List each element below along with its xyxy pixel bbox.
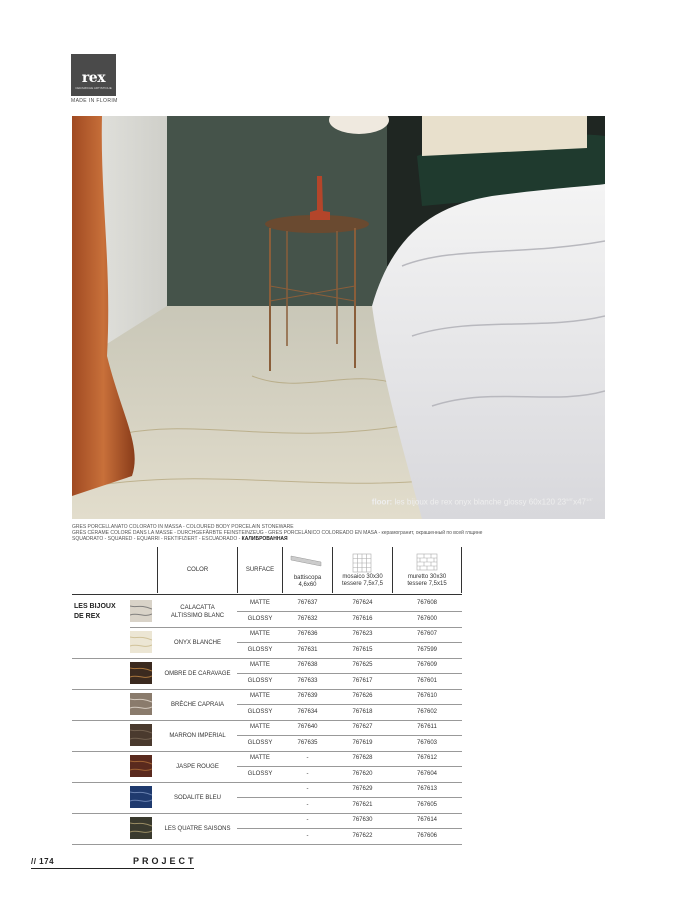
- table-cell-surface: GLOSSY: [247, 616, 273, 622]
- table-cell-b: 767640: [297, 724, 318, 730]
- material-description: [72, 524, 482, 542]
- table-cell-m: 767629: [352, 786, 373, 792]
- table-cell-b: 767639: [297, 693, 318, 699]
- table-cell-u: 767606: [416, 833, 438, 839]
- table-cell-u: 767604: [416, 771, 438, 777]
- table-cell-m: 767616: [352, 616, 373, 622]
- row-rule: [237, 828, 462, 829]
- table-cell-b: -: [306, 755, 309, 761]
- bedroom-illustration: [72, 116, 605, 519]
- table-cell-b: 767633: [297, 678, 318, 684]
- row-rule: [237, 704, 462, 705]
- row-rule: [130, 627, 462, 628]
- header-divider: [157, 547, 158, 593]
- logo-subtitle: CERAMICHE ARTISTICHE: [75, 86, 112, 90]
- row-rule: [72, 689, 462, 690]
- caption-mid: x47: [573, 498, 587, 507]
- table-cell-b: 767637: [297, 600, 318, 606]
- color-name: MARRON IMPERIAL: [169, 732, 226, 739]
- logo-word: rex: [81, 70, 106, 86]
- row-rule: [237, 735, 462, 736]
- table-cell-u: 767610: [416, 693, 438, 699]
- table-cell-surface: MATTE: [250, 755, 270, 761]
- table-cell-b: 767636: [297, 631, 318, 637]
- row-rule: [72, 813, 462, 814]
- color-swatch: [130, 786, 152, 808]
- table-cell-u: 767605: [416, 802, 438, 808]
- description-line-3: [72, 536, 482, 542]
- row-rule: [237, 766, 462, 767]
- table-cell-m: 767624: [352, 600, 373, 606]
- table-cell-b: -: [306, 817, 309, 823]
- color-swatch: [130, 817, 152, 839]
- brand-logo: [71, 54, 116, 96]
- table-cell-b: -: [306, 802, 309, 808]
- table-cell-m: 767617: [352, 678, 373, 684]
- bedroom-photo: [72, 116, 605, 519]
- table-cell-b: 767635: [297, 740, 318, 746]
- table-cell-surface: GLOSSY: [247, 740, 273, 746]
- caption-text: les bijoux de rex onyx blanche glossy 60x120 23: [394, 498, 567, 507]
- series-name: LES BIJOUX DE REX: [74, 603, 116, 620]
- description-line-3-text: SQUADRATO - SQUARED - EQUARRI - REKTIFIZIERT - ESCUADRADO -: [72, 536, 241, 542]
- row-rule: [237, 642, 462, 643]
- table-cell-b: 767638: [297, 662, 318, 668]
- table-cell-b: -: [306, 786, 309, 792]
- table-cell-m: 767626: [352, 693, 373, 699]
- table-cell-b: 767631: [297, 647, 318, 653]
- color-name: SODALITE BLEU: [173, 794, 221, 801]
- color-name: BRÈCHE CAPRAIA: [170, 701, 224, 708]
- table-cell-u: 767600: [416, 616, 438, 622]
- table-cell-surface: GLOSSY: [247, 771, 273, 777]
- table-cell-m: 767627: [352, 724, 373, 730]
- table-cell-surface: GLOSSY: [247, 678, 273, 684]
- table-cell-surface: MATTE: [250, 631, 270, 637]
- table-cell-u: 767599: [416, 647, 438, 653]
- description-line-2: GRÈS CÉRAME COLORÉ DANS LA MASSE - DURCHGEFÄRBTE FEINSTEINZEUG - GRES PORCELÁNICO COLOREADO EN MASA - керамогранит, окрашенный по всей глщине: [72, 530, 483, 536]
- header-mosaico: mosaico 30x30 tessere 7,5x7,5: [341, 574, 384, 587]
- description-line-3-strong: КАЛИБРОВАННАЯ: [241, 536, 288, 542]
- table-cell-u: 767609: [416, 662, 438, 668]
- table-cell-surface: MATTE: [250, 724, 270, 730]
- description-line-1: GRES PORCELLANATO COLORATO IN MASSA - COLOURED BODY PORCELAIN STONEWARE: [72, 524, 294, 530]
- color-name: LES QUATRE SAISONS: [164, 825, 231, 832]
- table-cell-u: 767602: [416, 709, 438, 715]
- row-rule: [237, 797, 462, 798]
- table-cell-m: 767623: [352, 631, 373, 637]
- row-rule: [237, 673, 462, 674]
- caption-sup-2: 1/4": [586, 497, 593, 503]
- color-swatch: [130, 693, 152, 715]
- table-cell-m: 767615: [352, 647, 373, 653]
- header-bottom-rule: [72, 594, 462, 595]
- table-cell-u: 767613: [416, 786, 438, 792]
- made-in-label: MADE IN FLORIM: [71, 98, 118, 104]
- color-swatch: [130, 600, 152, 622]
- table-cell-m: 767620: [352, 771, 373, 777]
- table-cell-surface: GLOSSY: [247, 647, 273, 653]
- color-swatch: [130, 631, 152, 653]
- header-battiscopa: battiscopa 4,6x60: [293, 575, 322, 588]
- table-cell-u: 767601: [416, 678, 438, 684]
- brick-icon: [416, 553, 438, 571]
- color-swatch: [130, 724, 152, 746]
- header-surface: SURFACE: [245, 567, 275, 573]
- color-name: OMBRE DE CARAVAGE: [164, 670, 231, 677]
- table-cell-m: 767621: [352, 802, 373, 808]
- table-cell-u: 767603: [416, 740, 438, 746]
- table-cell-b: -: [306, 833, 309, 839]
- row-rule: [72, 658, 462, 659]
- table-cell-m: 767625: [352, 662, 373, 668]
- table-cell-surface: GLOSSY: [247, 709, 273, 715]
- table-cell-b: -: [306, 771, 309, 777]
- table-cell-u: 767614: [416, 817, 438, 823]
- table-cell-m: 767628: [352, 755, 373, 761]
- color-name: ONYX BLANCHE: [173, 639, 221, 646]
- color-name: CALACATTA ALTISSIMO BLANC: [170, 604, 225, 619]
- section-title: PROJECT: [133, 856, 197, 866]
- header-color: COLOR: [186, 567, 209, 573]
- color-name: JASPE ROUGE: [176, 763, 219, 770]
- header-divider: [461, 547, 462, 593]
- row-rule: [72, 720, 462, 721]
- caption-sup-1: 5/8": [566, 497, 574, 503]
- row-rule: [72, 844, 462, 845]
- table-cell-b: 767632: [297, 616, 318, 622]
- caption-label: floor:: [371, 498, 393, 507]
- row-rule: [72, 782, 462, 783]
- table-cell-u: 767612: [416, 755, 438, 761]
- photo-caption: [372, 497, 593, 507]
- battiscopa-icon: [289, 553, 323, 567]
- table-cell-m: 767622: [352, 833, 373, 839]
- page-number: // 174: [31, 857, 55, 866]
- table-cell-u: 767611: [417, 724, 437, 730]
- table-cell-b: 767634: [297, 709, 318, 715]
- color-swatch: [130, 662, 152, 684]
- table-cell-m: 767619: [352, 740, 373, 746]
- row-rule: [72, 751, 462, 752]
- header-muretto: muretto 30x30 tessere 7,5x15: [407, 574, 447, 587]
- table-cell-surface: MATTE: [250, 662, 270, 668]
- table-cell-m: 767618: [352, 709, 373, 715]
- mosaic-icon: [352, 553, 372, 573]
- row-rule: [237, 611, 462, 612]
- footer-rule: [31, 868, 194, 869]
- table-cell-u: 767608: [416, 600, 438, 606]
- table-cell-surface: MATTE: [250, 693, 270, 699]
- table-cell-u: 767607: [416, 631, 438, 637]
- color-swatch: [130, 755, 152, 777]
- table-cell-surface: MATTE: [250, 600, 270, 606]
- table-cell-m: 767630: [352, 817, 373, 823]
